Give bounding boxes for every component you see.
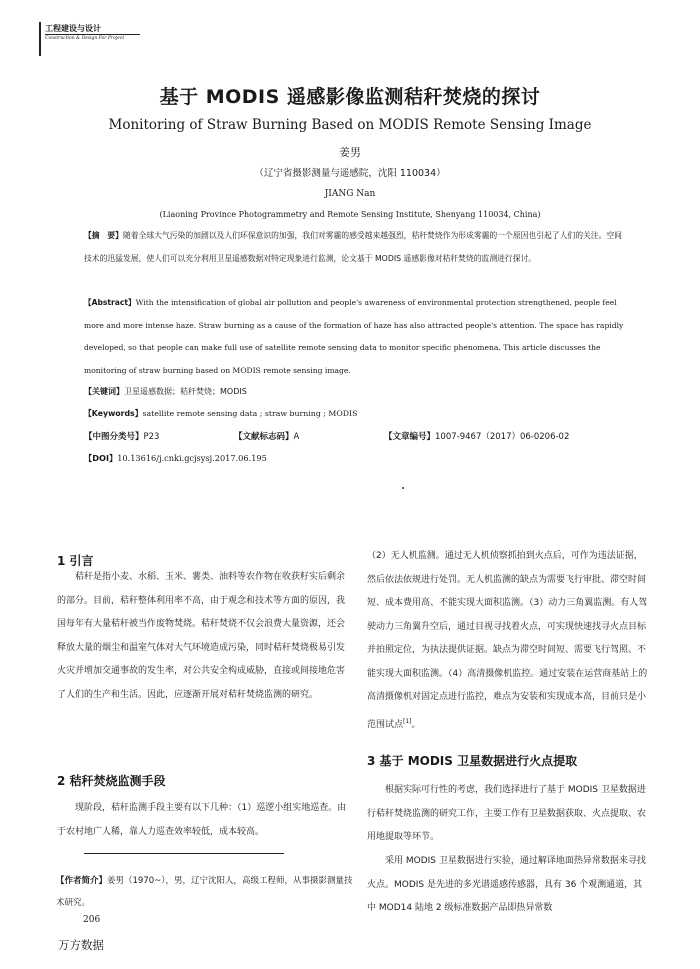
keywords-cn-label: 【关键词】 <box>84 387 124 396</box>
journal-header-bar <box>39 22 41 56</box>
classification-row <box>84 425 624 447</box>
abstract-cn <box>84 225 624 270</box>
right-body-1-text: （2）无人机监测。通过无人机侦察抓拍到火点后，可作为违法证据，然后依法依规进行处罚。无人机监测的缺点为需要飞行审批、滞空时间短、成本费用高、不能实现大面积监测。（3）动力三角翼监测。有人驾驶动力三角翼升空后，通过目视寻找着火点，可实现快速找寻火点目标并拍照定位，为执法提供证据。缺点为滞空时间短、需要飞行驾照、不能实现大面积监测。（4）高清摄像机监控。通过安装在运营商基站上的高清摄像机对固定点进行监控，难点为安装和实现成本高，目前只是小范围试点 <box>367 551 648 730</box>
section-2-heading: 2 秸秆焚烧监测手段 <box>57 774 166 788</box>
keywords-en-label: 【Keywords】 <box>84 409 143 418</box>
abstract-cn-label: 【摘 要】 <box>84 231 123 240</box>
author-cn: 姜男 <box>339 146 361 159</box>
abstract-cn-text: 随着全球大气污染的加剧以及人们环保意识的加强，我们对雾霾的感受越来越强烈，秸秆焚烧作为形成雾霾的一个原因也引起了人们的关注。空间技术的迅猛发展，使人们可以充分利用卫星遥感数据对特定现象进行监测，论文基于 MODIS 遥感影像对秸秆焚烧的监测进行探讨。 <box>84 231 622 263</box>
keywords-en <box>84 403 624 426</box>
section-2-body: 现阶段，秸秆监测手段主要有以下几种：（1）巡逻小组实地巡查。由于农村地广人稀，靠人力巡查效率较低，成本较高。 <box>57 803 347 837</box>
doi-line <box>84 447 624 470</box>
author-footnote <box>56 870 356 914</box>
doi-value: 10.13616/j.cnki.gcjsysj.2017.06.195 <box>117 453 267 463</box>
journal-header <box>45 24 140 42</box>
doc-value: A <box>293 432 300 442</box>
keywords-cn <box>84 381 624 404</box>
author-footnote-label: 【作者简介】 <box>56 876 108 886</box>
right-body-1-end: 。 <box>411 719 421 730</box>
stray-dot <box>402 487 404 489</box>
section-3-body-2: 采用 MODIS 卫星数据进行实验，通过解译地面热异常数据来寻找火点。MODIS 是先进的多光谱遥感传感器，具有 36 个观测通道，其中 MOD14 陆地 2 级标准数据产品即热异常数 <box>367 856 646 913</box>
section-1-body: 秸秆是指小麦、水稻、玉米、薯类、油料等农作物在收获籽实后剩余的部分。目前，秸秆整体利用率不高，由于观念和技术等方面的原因，我国每年有大量秸秆被当作废物焚烧。秸秆焚烧不仅会浪费大量资源，还会释放大量的烟尘和温室气体对大气环境造成污染，同时秸秆焚烧极易引发火灾并增加交通事故的发生率，对公共安全构成威胁，直接或间接地危害了人们的生产和生活。因此，应逐渐开展对秸秆焚烧监测的研究。 <box>57 572 346 700</box>
title-cn: 基于 MODIS 遥感影像监测秸秆焚烧的探讨 <box>159 86 541 108</box>
right-body-1 <box>367 545 650 737</box>
keywords-cn-text: 卫星遥感数据；秸秆焚烧；MODIS <box>124 387 247 396</box>
journal-name-cn: 工程建设与设计 <box>45 24 101 33</box>
page-number: 206 <box>83 915 101 925</box>
title-en: Monitoring of Straw Burning Based on MODIS Remote Sensing Image <box>108 117 592 133</box>
keywords-en-text: satellite remote sensing data ; straw burning ; MODIS <box>142 409 358 418</box>
abstract-en-label: 【Abstract】 <box>84 298 136 307</box>
affiliation-en: (Liaoning Province Photogrammetry and Remote Sensing Institute, Shenyang 110034, China) <box>159 210 541 219</box>
section-3-heading: 3 基于 MODIS 卫星数据进行火点提取 <box>367 754 578 768</box>
watermark: 万方数据 <box>58 938 104 952</box>
footnote-separator <box>84 853 284 854</box>
section-3-body-1: 根据实际可行性的考虑，我们选择进行了基于 MODIS 卫星数据进行秸秆焚烧监测的研究工作，主要工作有卫星数据获取、火点提取、农用地提取等环节。 <box>367 785 647 842</box>
doi-label: 【DOI】 <box>84 453 118 463</box>
clc-value: P23 <box>143 432 160 442</box>
section-1-heading: 1 引言 <box>57 554 94 568</box>
article-value: 1007-9467（2017）06-0206-02 <box>435 432 570 442</box>
author-en: JIANG Nan <box>324 189 376 199</box>
citation-ref: [1] <box>403 717 412 725</box>
journal-name-en: Construction & Design For Project <box>45 34 140 42</box>
abstract-en-text: With the intensification of global air pollution and people's awareness of environmental protection strengthened, people feel more and more intense haze. Straw burning as a cause of the formation of haze has also attracted people's attention. The space has rapidly developed, so that people can make full use of satellite remote sensing data to monitor specific phenomena. This article discusses the monitoring of straw burning based on MODIS remote sensing image. <box>84 298 624 375</box>
article-label: 【文章编号】 <box>384 432 436 442</box>
doc-label: 【文献标志码】 <box>234 432 294 442</box>
clc-label: 【中图分类号】 <box>84 432 144 442</box>
author-footnote-text: 姜男（1970~），男，辽宁沈阳人，高级工程师，从事摄影测量技术研究。 <box>56 876 353 908</box>
affiliation-cn: （辽宁省摄影测量与遥感院，沈阳 110034） <box>254 168 446 179</box>
abstract-en <box>84 292 624 382</box>
